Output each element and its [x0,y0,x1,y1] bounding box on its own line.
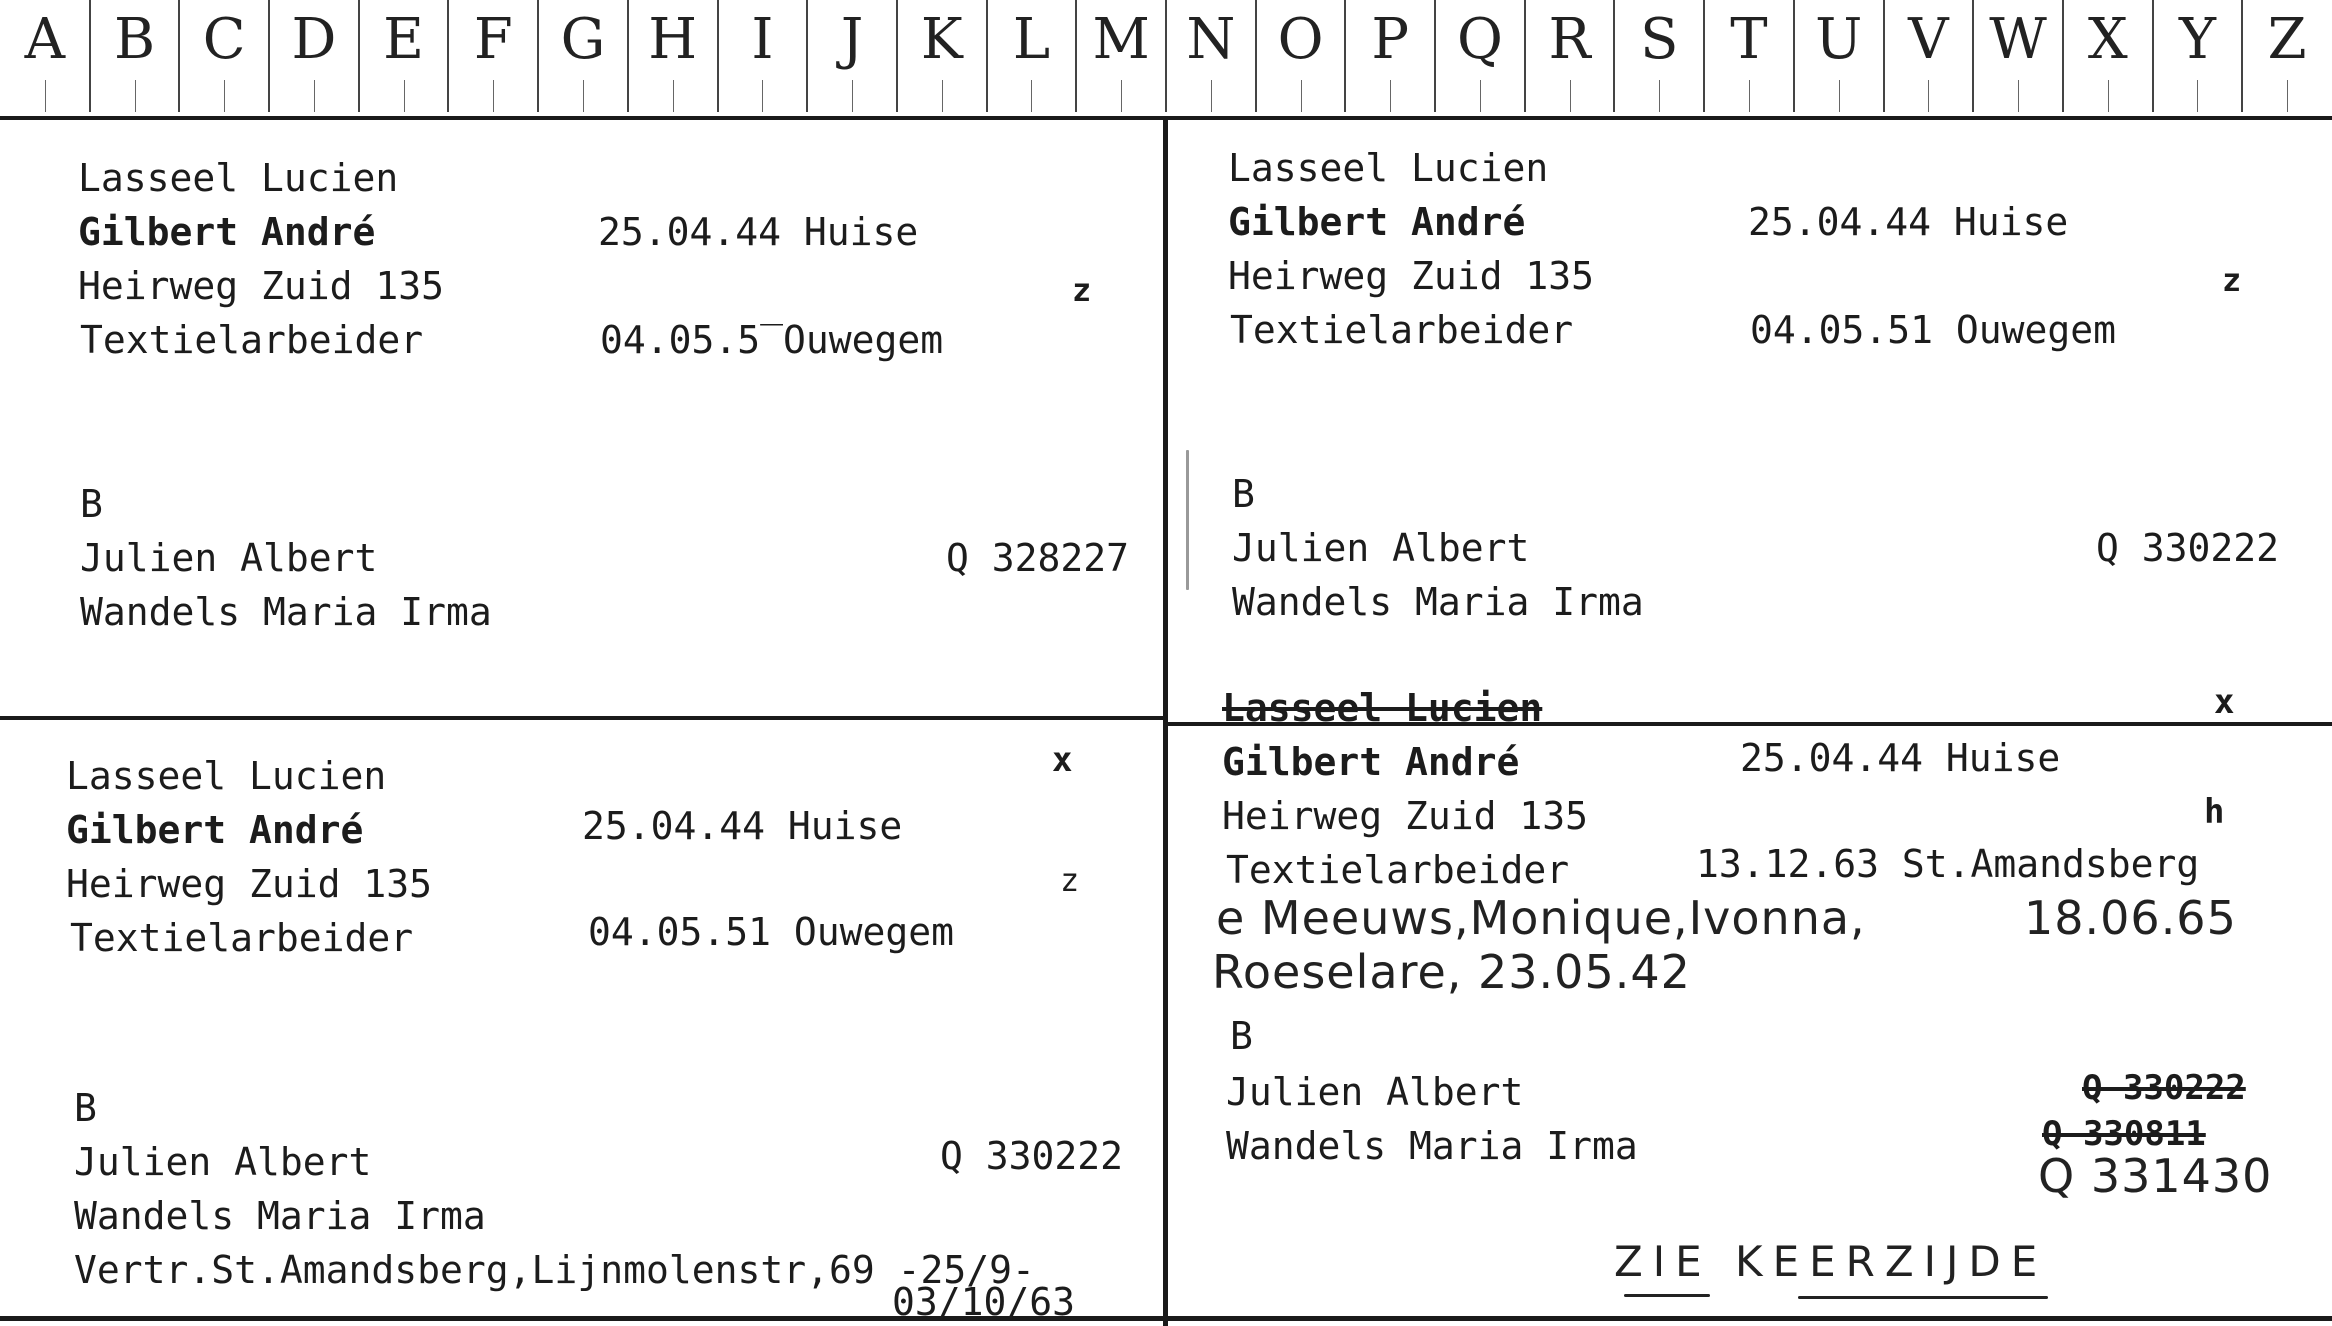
spouse-name: e Meeuws,Monique,Ivonna, [1216,891,1866,945]
alphabet-letter-g: G [560,7,606,72]
name-surname-struck: Lasseel Lucien [1222,686,1543,730]
alphabet-letter-s: S [1640,7,1679,72]
name-given: Gilbert André [1228,200,1526,244]
alphabet-subtick [1301,80,1302,112]
card-top-left [0,120,1160,714]
card-bottom-right [1168,680,2332,1316]
alphabet-subtick [2287,80,2288,112]
alphabet-letter-w: W [1989,7,2047,72]
alphabet-separator [1613,0,1615,112]
alphabet-letter-m: M [1092,7,1150,72]
alphabet-separator [1075,0,1077,112]
alphabet-letter-i: I [751,7,774,72]
see-reverse-underline-2 [1798,1296,2048,1299]
alphabet-subtick [1121,80,1122,112]
alphabet-separator [2152,0,2154,112]
alphabet-letter-y: Y [2178,7,2216,72]
second-date: 04.05.51 Ouwegem [1750,308,2117,352]
occupation: Textielarbeider [1226,848,1570,892]
alphabet-letter-v: V [1908,7,1949,72]
alphabet-letter-u: U [1815,7,1863,72]
alphabet-letter-d: D [291,7,337,72]
father-name: Julien Albert [1226,1070,1524,1114]
name-given: Gilbert André [66,808,364,852]
alphabet-separator [2062,0,2064,112]
alphabet-separator [2241,0,2243,112]
mother-name: Wandels Maria Irma [1232,580,1644,624]
card-bottom-left [0,720,1160,1324]
second-date: 04.05.51 Ouwegem [588,910,955,954]
father-name: Julien Albert [1232,526,1530,570]
alphabet-letter-f: F [473,7,513,72]
alphabet-subtick [2018,80,2019,112]
alphabet-separator [1344,0,1346,112]
second-date: 13.12.63 St.Amandsberg [1696,842,2200,886]
alphabet-letter-o: O [1277,7,1324,72]
scan-speck [1186,450,1189,590]
relocation-note: Vertr.St.Amandsberg,Lijnmolenstr,69 -25/9- [74,1248,1035,1292]
alphabet-subtick [224,80,225,112]
alphabet-separator [178,0,180,112]
alphabet-subtick [673,80,674,112]
father-name: Julien Albert [80,536,378,580]
see-reverse-underline-1 [1624,1294,1710,1297]
section-b: B [1232,472,1255,516]
alphabet-subtick [1390,80,1391,112]
mark-x: x [1052,740,1073,780]
alphabet-letter-e: E [383,7,425,72]
alphabet-subtick [404,80,405,112]
alphabet-separator [537,0,539,112]
alphabet-separator [896,0,898,112]
record-code-current: Q 331430 [2038,1149,2273,1203]
alphabet-letter-l: L [1012,7,1051,72]
mark-h: h [2204,792,2225,832]
alphabet-letter-k: K [920,7,963,72]
alphabet-separator [1703,0,1705,112]
alphabet-letter-j: J [840,7,864,72]
alphabet-separator [1883,0,1885,112]
address: Heirweg Zuid 135 [1228,254,1595,298]
alphabet-subtick [1659,80,1660,112]
mother-name: Wandels Maria Irma [1226,1124,1638,1168]
occupation: Textielarbeider [1230,308,1574,352]
alphabet-letter-z: Z [2267,7,2307,72]
alphabet-letter-r: R [1548,7,1591,72]
alphabet-subtick [1928,80,1929,112]
address: Heirweg Zuid 135 [1222,794,1589,838]
record-code: Q 330222 [940,1134,1124,1178]
birth-info: 25.04.44 Huise [1748,200,2069,244]
father-name: Julien Albert [74,1140,372,1184]
alphabet-subtick [1031,80,1032,112]
alphabet-separator [358,0,360,112]
birth-info: 25.04.44 Huise [1740,736,2061,780]
alphabet-letter-x: X [2087,7,2128,72]
alphabet-letter-c: C [202,7,246,72]
mother-name: Wandels Maria Irma [74,1194,486,1238]
alphabet-subtick [45,80,46,112]
name-surname: Lasseel Lucien [1228,146,1549,190]
alphabet-separator [447,0,449,112]
mark-z: z [2222,261,2242,299]
birth-info: 25.04.44 Huise [598,210,919,254]
alphabet-subtick [135,80,136,112]
address: Heirweg Zuid 135 [78,264,445,308]
alphabet-letter-p: P [1371,7,1410,72]
alphabet-separator [1255,0,1257,112]
record-code: Q 328227 [946,536,1130,580]
alphabet-subtick [852,80,853,112]
spouse-birth: Roeselare, 23.05.42 [1212,945,1691,999]
alphabet-subtick [1570,80,1571,112]
section-b: B [1230,1014,1253,1058]
alphabet-separator [806,0,808,112]
marriage-date: 18.06.65 [2024,891,2237,945]
alphabet-separator [1434,0,1436,112]
alphabet-separator [89,0,91,112]
alphabet-separator [1972,0,1974,112]
alphabet-letter-h: H [648,7,698,72]
alphabet-subtick [2197,80,2198,112]
alphabet-subtick [1480,80,1481,112]
alphabet-subtick [1749,80,1750,112]
birth-info: 25.04.44 Huise [582,804,903,848]
alphabet-letter-a: A [24,7,66,72]
alphabet-separator [627,0,629,112]
alphabet-letter-t: T [1730,7,1768,72]
see-reverse-note: ZIE KEERZIJDE [1614,1237,2048,1286]
alphabet-separator [268,0,270,112]
alphabet-letter-n: N [1186,7,1236,72]
alphabet-subtick [314,80,315,112]
name-given: Gilbert André [78,210,376,254]
record-code: Q 330222 [2096,526,2280,570]
relocation-date: 03/10/63 [892,1280,1076,1324]
address: Heirweg Zuid 135 [66,862,433,906]
card-top-right [1168,120,2332,720]
alphabet-letter-b: B [113,7,156,72]
alphabet-index-bar [0,0,2332,120]
alphabet-subtick [2108,80,2109,112]
alphabet-subtick [942,80,943,112]
alphabet-subtick [1839,80,1840,112]
alphabet-separator [1524,0,1526,112]
alphabet-subtick [493,80,494,112]
name-surname: Lasseel Lucien [78,156,399,200]
alphabet-separator [1165,0,1167,112]
section-b: B [80,482,103,526]
bottom-divider [0,1316,2332,1321]
second-date: 04.05.5̅ Ouwegem [600,318,944,362]
mark-z: z [1072,271,1092,309]
occupation: Textielarbeider [80,318,424,362]
name-given: Gilbert André [1222,740,1520,784]
alphabet-separator [1793,0,1795,112]
section-b: B [74,1086,97,1130]
mark-x: x [2214,682,2235,722]
alphabet-subtick [762,80,763,112]
record-code-struck-2: Q 330811 [2042,1114,2206,1154]
occupation: Textielarbeider [70,916,414,960]
alphabet-separator [717,0,719,112]
mother-name: Wandels Maria Irma [80,590,492,634]
name-surname: Lasseel Lucien [66,754,387,798]
alphabet-letter-q: Q [1456,7,1503,72]
mark-z: z [1060,861,1080,899]
alphabet-separator [986,0,988,112]
alphabet-subtick [583,80,584,112]
record-code-struck-1: Q 330222 [2082,1068,2246,1108]
alphabet-subtick [1211,80,1212,112]
